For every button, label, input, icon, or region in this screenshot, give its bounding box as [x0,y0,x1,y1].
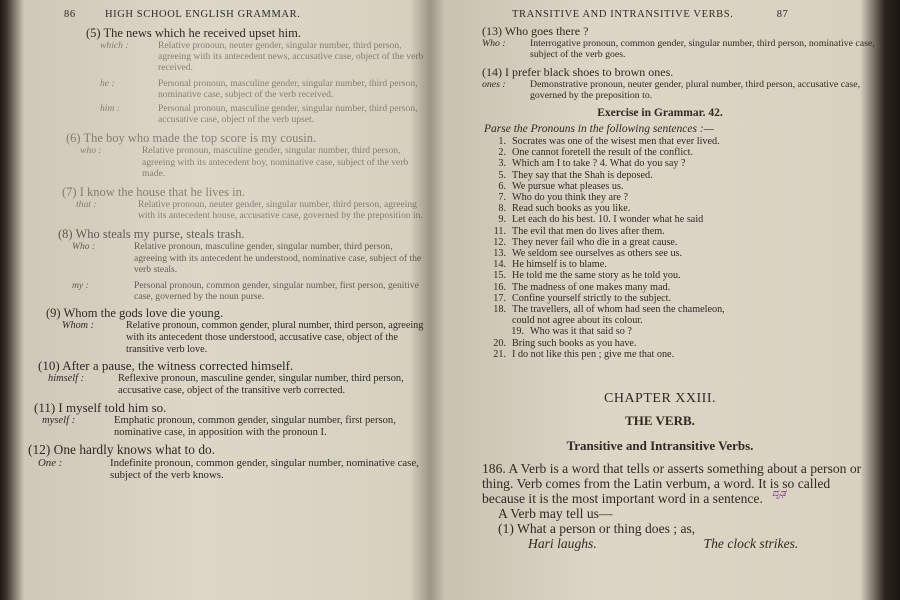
right-running-head [512,9,880,20]
example-sentence: (14) I prefer black shoes to brown ones. [482,65,674,79]
list-item: 19. Who was it that said so ? [511,326,632,338]
list-item: 1. Socrates was one of the wisest men that ever lived. [498,136,720,147]
parse-description: which : Relative pronoun, neuter gender, singular number, third person, agreeing with its antecedent news, accusative case, object of the verb received. [100,40,424,74]
parse-description: himself : Reflexive pronoun, masculine gender, singular number, third person, accusative case, object of the transitive verb corrected. [48,373,404,397]
example-11 [34,401,426,439]
left-running-head [64,9,426,20]
list-item: 6. We pursue what pleases us. [498,180,624,192]
section-subheading: Transitive and Intransitive Verbs. [566,438,754,454]
list-item: 21. I do not like this pen ; give me that one. [493,348,675,360]
example-sentence: (5) The news which he received upset him. [86,26,301,40]
list-item: 2. One cannot foretell the result of the conflict. [498,147,694,159]
list-item: could not agree about its colour. [512,315,643,327]
parse-description: One : Indefinite pronoun, common gender, singular number, nominative case, subject of the verb knows. [38,456,419,481]
exercise-instruction: Parse the Pronouns in the following sentences :— [484,123,714,135]
example-sentence: (11) I myself told him so. [34,399,167,415]
paragraph-186: 186. A Verb is a word that tells or asserts something about a person or thing. Verb comes from the Latin verbum, a word. It is so called because it is the most important word in a sentence. [482,461,862,507]
parse-description: who : Relative pronoun, masculine gender, singular number, third person, agreeing with its antecedent boy, nominative case, subject of the verb made. [80,145,409,179]
parse-description: ones : Demonstrative pronoun, neuter gender, plural number, third person, accusative case, governed by the preposition to. [482,79,861,101]
example-14 [482,65,880,101]
right-running-title: TRANSITIVE AND INTRANSITIVE VERBS. [512,9,734,20]
example-hari: Hari laughs. [528,536,597,552]
example-sentence: (10) After a pause, the witness corrected himself. [38,358,294,374]
example-sentence: (8) Who steals my purse, steals trash. [58,227,245,242]
left-page [14,0,426,600]
list-item: 17. Confine yourself strictly to the subject. [493,292,672,304]
verb-tells-line: A Verb may tell us— [498,506,613,522]
exercise-sentence-list [480,136,880,371]
list-item [480,360,880,371]
example-sentence: (7) I know the house that he lives in. [62,185,245,200]
parse-description: that : Relative pronoun, neuter gender, singular number, third person, agreeing with its antecedent house, accusative case, governed by the preposition in. [76,199,423,222]
handwritten-annotation: ದೃಢ [772,488,786,499]
parse-description: my : Personal pronoun, common gender, singular number, first person, genitive case, governed by the noun purse. [72,280,419,303]
list-item: 16. The madness of one makes many mad. [493,281,671,293]
example-sentence: (6) The boy who made the top score is my cousin. [66,131,317,146]
example-sentence: (9) Whom the gods love die young. [46,306,224,321]
right-page-number: 87 [776,9,789,20]
list-item: 15. He told me the same story as he told you. [493,270,681,282]
right-page [440,0,880,600]
example-10 [38,359,426,397]
example-6 [66,131,426,179]
list-item: 13. We seldom see ourselves as others see us. [493,248,683,260]
example-sentence: (12) One hardly knows what to do. [28,441,216,457]
parse-description: Who : Relative pronoun, masculine gender, singular number, third person, agreeing with its antecedent he understood, nominative case, subject of the verb steals. [72,241,422,275]
example-8 [58,227,426,302]
example-9 [46,306,426,355]
example-13 [482,24,880,60]
list-item: 9. Let each do his best. 10. I wonder what he said [498,214,704,226]
example-clock: The clock strikes. [703,536,799,552]
parse-description: Who : Interrogative pronoun, common gender, singular number, third person, nominative case, subject of the verb goes. [482,38,875,60]
exercise-heading: Exercise in Grammar. 42. [597,107,723,119]
example-5 [86,26,426,125]
example-sentence: (13) Who goes there ? [482,24,589,38]
examples-line [528,536,880,551]
list-item: 11. The evil that men do lives after them. [493,225,665,237]
list-item: 8. Read such books as you like. [498,203,631,215]
parse-description: he : Personal pronoun, masculine gender, singular number, third person, nominative case, subject of the verb received. [100,77,418,100]
list-item: 14. He himself is to blame. [493,259,607,271]
chapter-title: THE VERB. [625,413,695,429]
example-7 [62,185,426,221]
item-1: (1) What a person or thing does ; as, [498,521,696,537]
left-page-number: 86 [64,9,76,20]
example-12 [28,443,426,481]
list-item: 5. They say that the Shah is deposed. [498,169,653,181]
chapter-number: CHAPTER XXIII. [604,391,716,407]
list-item: 3. Which am I to take ? 4. What do you say ? [498,158,686,170]
parse-description: him : Personal pronoun, masculine gender, singular number, third person, accusative case, object of the verb upset. [100,103,418,126]
left-running-title: HIGH SCHOOL ENGLISH GRAMMAR. [104,9,301,20]
list-item: 18. The travellers, all of whom had seen the chameleon, [493,304,725,316]
list-item: 20. Bring such books as you have. [493,337,637,349]
list-item: 12. They never fail who die in a great cause. [493,236,678,248]
parse-description: Whom : Relative pronoun, common gender, plural number, third person, agreeing with its antecedent those understood, accusative case, object of the transitive verb love. [62,320,424,355]
parse-description: myself : Emphatic pronoun, common gender, singular number, first person, nominative case, in apposition with the pronoun I. [42,414,396,438]
list-item: 7. Who do you think they are ? [498,192,628,204]
